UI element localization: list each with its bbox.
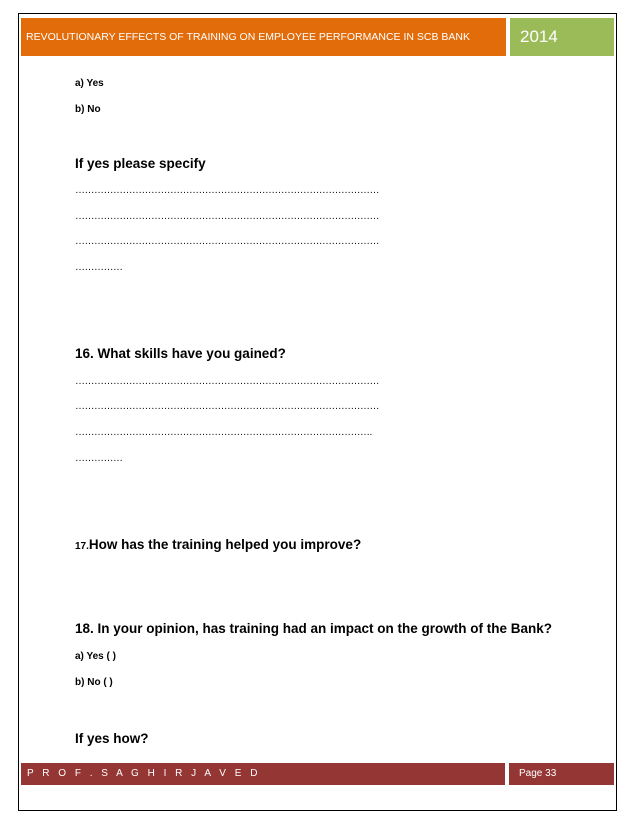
answer-line: …………………………………………………………………………………… bbox=[75, 185, 379, 196]
answer-line: …………………………………………………………………………………… bbox=[75, 376, 379, 387]
answer-line: …………………………………………………………………………………… bbox=[75, 211, 379, 222]
q15-option-yes: a) Yes bbox=[75, 78, 104, 89]
page-border bbox=[18, 13, 617, 811]
q17-number: 17. bbox=[75, 541, 89, 552]
q16-heading: 16. What skills have you gained? bbox=[75, 346, 286, 361]
q17-heading bbox=[75, 537, 361, 552]
footer-author: P R O F . S A G H I R J A V E D bbox=[21, 763, 505, 785]
q18-option-no: b) No ( ) bbox=[75, 677, 113, 688]
q17-text: How has the training helped you improve? bbox=[88, 537, 362, 552]
q15-followup: If yes please specify bbox=[75, 156, 206, 171]
answer-line: …………………………………………………………………………………… bbox=[75, 401, 379, 412]
answer-line-short: …………… bbox=[75, 453, 123, 464]
footer-page-number: Page 33 bbox=[509, 763, 614, 785]
q18-heading: 18. In your opinion, has training had an impact on the growth of the Bank? bbox=[75, 621, 553, 636]
q15-option-no: b) No bbox=[75, 104, 101, 115]
answer-line: …………………………………………………………………………………. bbox=[75, 427, 372, 438]
answer-line-short: …………… bbox=[75, 262, 123, 273]
header-year: 2014 bbox=[510, 18, 614, 56]
header-title: REVOLUTIONARY EFFECTS OF TRAINING ON EMPLOYEE PERFORMANCE IN SCB BANK bbox=[21, 18, 506, 56]
answer-line: …………………………………………………………………………………… bbox=[75, 236, 379, 247]
q18-followup: If yes how? bbox=[75, 731, 149, 746]
q18-option-yes: a) Yes ( ) bbox=[75, 651, 116, 662]
